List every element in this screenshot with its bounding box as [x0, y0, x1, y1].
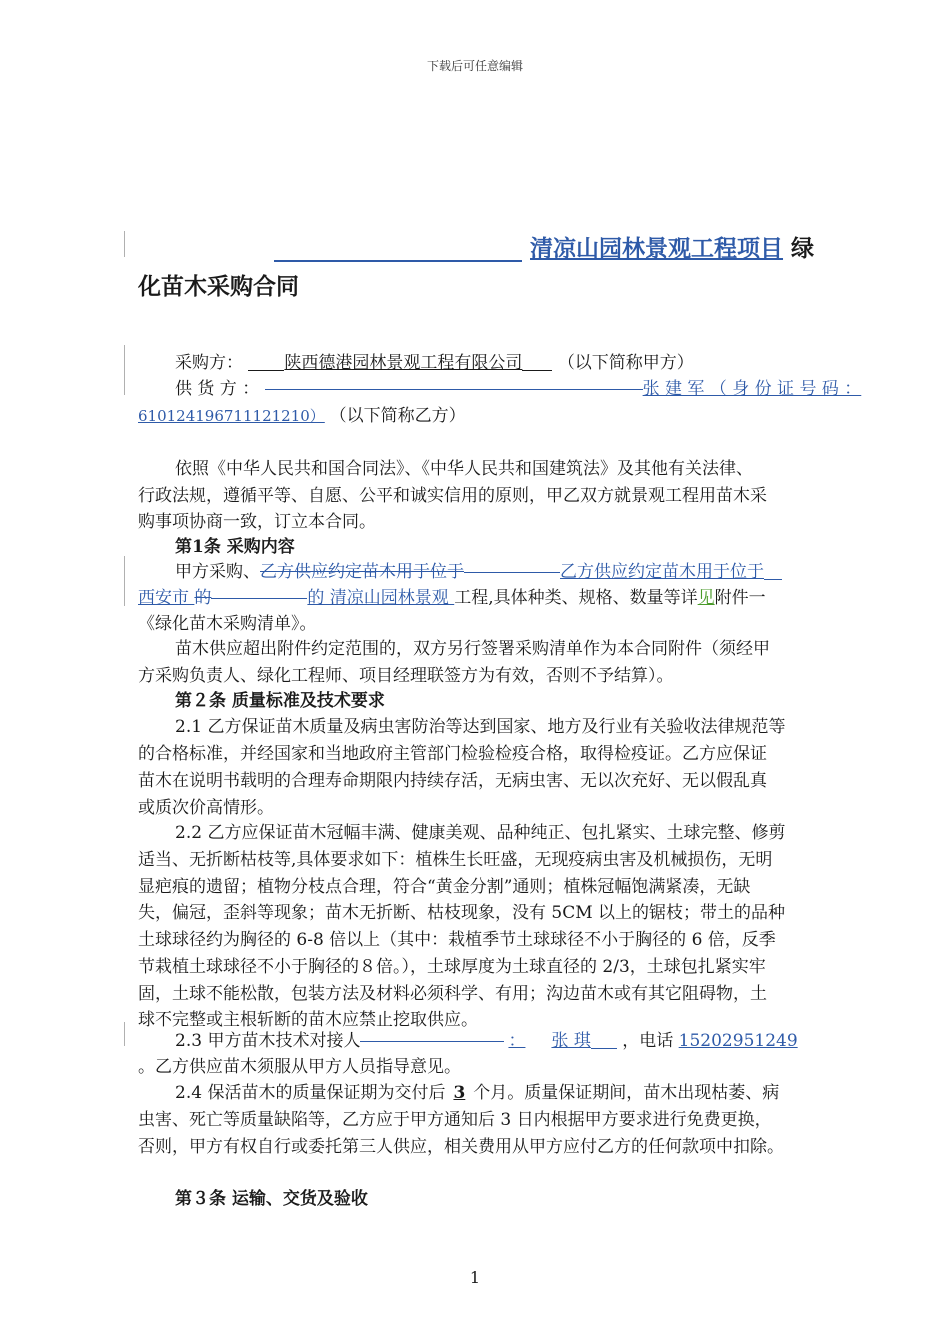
- buyer-blank-lead: [248, 370, 284, 371]
- a1-inserted-text: 乙方供应约定苗木用于位于: [560, 562, 764, 582]
- intro-line: 行政法规，遵循平等、自愿、公平和诚实信用的原则，甲乙双方就景观工程用苗木采: [138, 486, 767, 506]
- a1-text3: 附件一: [714, 588, 766, 608]
- seller-suffix: （以下简称乙方）: [329, 406, 466, 426]
- article3-heading: 第３条 运输、交货及验收: [175, 1189, 368, 1209]
- a1-project: 的 清凉山园林景观: [307, 588, 455, 608]
- buyer-name: 陕西德港园林景观工程有限公司: [284, 353, 523, 373]
- c23-colon: ：: [508, 1031, 526, 1051]
- article2-heading: 第２条 质量标准及技术要求: [175, 691, 385, 711]
- technical-contact-name: 张 琪: [551, 1031, 591, 1051]
- title-blank: [274, 260, 522, 262]
- clause-2-2: 适当、无折断枯枝等,具体要求如下：植株生长旺盛，无现疫病虫害及机械损伤，无明: [138, 850, 773, 870]
- article1-para2: 苗木供应超出附件约定范围的，双方另行签署采购清单作为本合同附件（须经甲: [175, 639, 770, 659]
- seller-id: 610124196711121210）: [138, 407, 325, 425]
- clause-2-1: 2.1 乙方保证苗木质量及病虫害防治等达到国家、地方及行业有关验收法律规范等: [175, 717, 786, 737]
- page-number: 1: [469, 1268, 481, 1287]
- revision-bar: [124, 345, 125, 395]
- contract-title-line1: [274, 230, 814, 263]
- c24-text: 2.4 保活苗木的质量保证期为交付后: [175, 1083, 446, 1103]
- clause-2-2: 失，偏冠，歪斜等现象；苗木无折断、枯枝现象，没有 5CM 以上的锯枝；带土的品种: [138, 903, 786, 923]
- buyer-suffix: （以下简称甲方）: [557, 353, 694, 373]
- clause-2-4: [175, 1078, 779, 1103]
- a1-blank: [464, 572, 560, 573]
- clause-2-1: 苗木在说明书载明的合理寿命期限内持续存活，无病虫害、无以次充好、无以假乱真: [138, 771, 767, 791]
- c23-text: 2.3 甲方苗木技术对接人: [175, 1031, 361, 1051]
- revision-bar: [124, 1022, 125, 1046]
- seller-line: [175, 374, 861, 399]
- clause-2-1: 或质次价高情形。: [138, 798, 274, 818]
- contact-phone: 15202951249: [678, 1031, 798, 1051]
- buyer-line: [175, 348, 694, 373]
- clause-2-3: [175, 1026, 798, 1051]
- revision-bar: [124, 231, 125, 257]
- buyer-label: 采购方：: [175, 353, 243, 373]
- warranty-months: 3: [453, 1083, 466, 1103]
- contract-title-line2: 化苗木采购合同: [138, 274, 299, 300]
- article1-heading: 第1条 采购内容: [175, 537, 295, 557]
- a1-blank-tail: [764, 579, 782, 580]
- clause-2-4: 虫害、死亡等质量缺陷等，乙方应于甲方通知后 3 日内根据甲方要求进行免费更换，: [138, 1110, 772, 1130]
- revision-bar: [124, 556, 125, 606]
- c24-text2: 个月。质量保证期间，苗木出现枯萎、病: [473, 1083, 780, 1103]
- clause-2-2: 节栽植土球球径不小于胸径的８倍。），土球厚度为土球直径的 2/3，土球包扎紧实牢: [138, 957, 766, 977]
- clause-2-2: 球不完整或主根斩断的苗木应禁止挖取供应。: [138, 1010, 478, 1030]
- seller-name: 张 建 军 （ 身 份 证 号 码 ：: [642, 379, 862, 399]
- seller-label: 供 货 方 ：: [175, 379, 260, 399]
- clause-2-2: 2.2 乙方应保证苗木冠幅丰满、健康美观、品种纯正、包扎紧实、土球完整、修剪: [175, 823, 786, 843]
- a1-city: 西安市: [138, 588, 195, 608]
- clause-2-2: 显疤痕的遗留；植物分枝点合理，符合“黄金分割”通则；植株冠幅饱满紧凑，无缺: [138, 877, 751, 897]
- a1-text: 甲方采购、: [175, 562, 260, 582]
- a1-text2: 工程,具体种类、规格、数量等详: [454, 588, 698, 608]
- page-header: 下载后可任意编辑: [426, 59, 523, 73]
- clause-2-4: 否则，甲方有权自行或委托第三人供应，相关费用从甲方应付乙方的任何款项中扣除。: [138, 1137, 784, 1157]
- article1-para2: 方采购负责人、绿化工程师、项目经理联签方为有效，否则不予结算）。: [138, 666, 674, 686]
- article1-line2: [138, 583, 766, 608]
- clause-2-1: 的合格标准，并经国家和当地政府主管部门检验检疫合格，取得检疫证。乙方应保证: [138, 744, 767, 764]
- c23-blank: [360, 1041, 504, 1042]
- project-name: 清凉山园林景观工程项目: [530, 236, 784, 262]
- title-tail: 绿: [791, 236, 815, 262]
- seller-line2: [138, 401, 466, 426]
- intro-line: 购事项协商一致，订立本合同。: [138, 512, 376, 532]
- a1-inserted-jian: 见: [697, 588, 715, 608]
- intro-line: 依照《中华人民共和国合同法》、《中华人民共和国建筑法》及其他有关法律、: [175, 459, 753, 479]
- a1-deleted-text: 乙方供应约定苗木用于位于: [260, 562, 464, 582]
- clause-2-2: 固，土球不能松散，包装方法及材料必须科学、有用；沟边苗木或有其它阻碍物，土: [138, 984, 767, 1004]
- buyer-blank-tail: [522, 370, 552, 371]
- c23-blank2: [591, 1048, 617, 1049]
- a1-deleted-de: 的: [194, 588, 212, 608]
- seller-blank: [265, 389, 643, 390]
- clause-2-3-line2: 。乙方供应苗木须服从甲方人员指导意见。: [138, 1057, 461, 1077]
- article1-line3: 《绿化苗木采购清单》。: [138, 614, 317, 634]
- a1-blank2: [211, 598, 307, 599]
- clause-2-2: 土球球径约为胸径的 6-8 倍以上（其中：栽植季节土球球径不小于胸径的 6 倍，反季: [138, 930, 776, 950]
- c23-tel-label: ，电话: [622, 1031, 674, 1051]
- article1-line1: [175, 557, 782, 582]
